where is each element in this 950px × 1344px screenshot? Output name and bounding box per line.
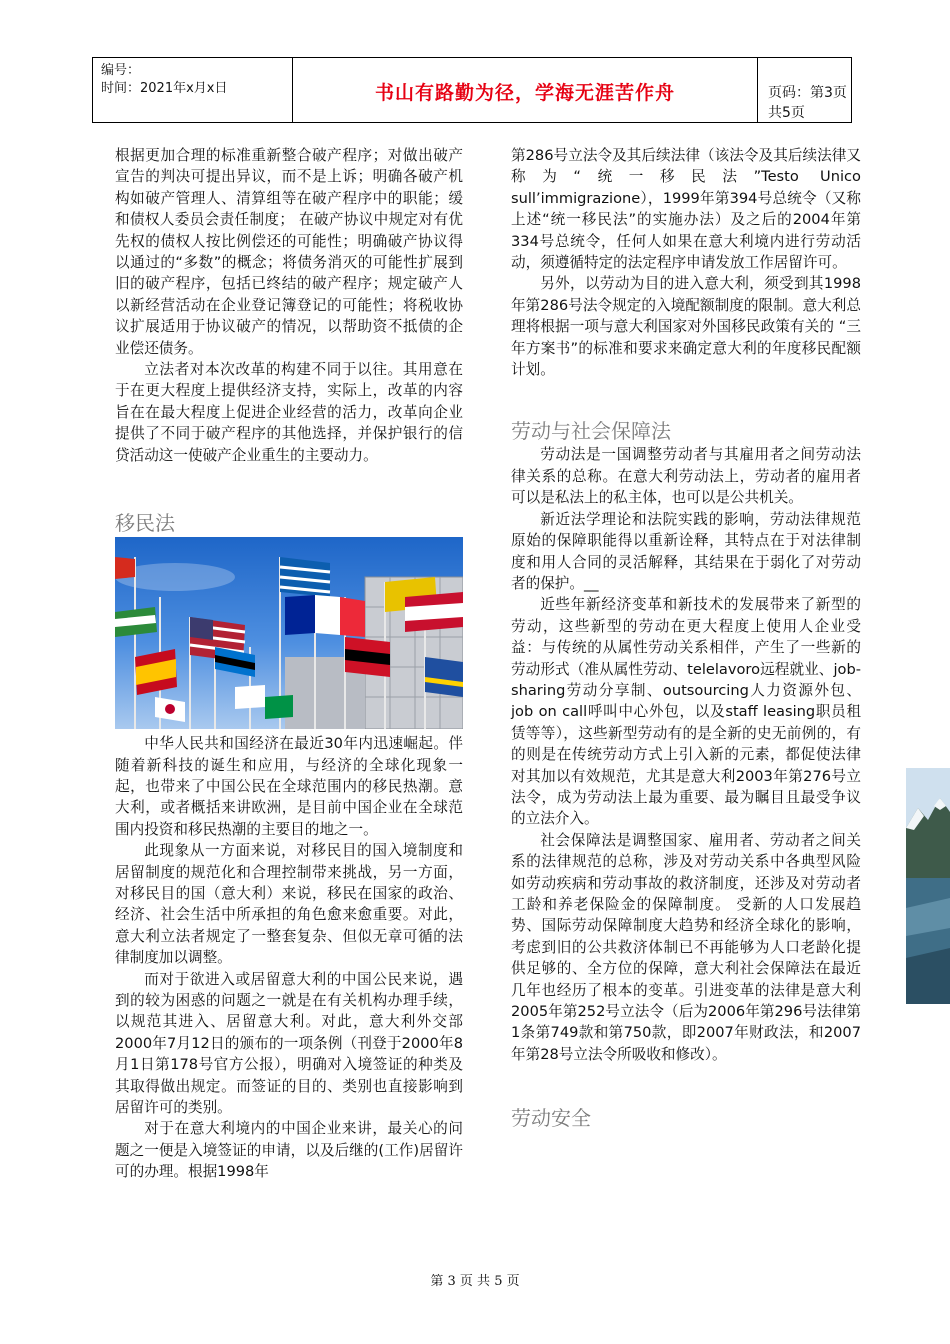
date-label: 时间：2021年x月x日 (101, 81, 228, 96)
paragraph: 中华人民共和国经济在最近30年内迅速崛起。伴随着新科技的诞生和应用，与经济的全球化现象一起，也带来了中国公民在全球范围内的移民热潮。意大利，或者概括来讲欧洲，是目前中国企业在全球范围内投资和移民热潮的主要目的地之一。 (115, 735, 463, 838)
paragraph: 另外，以劳动为目的进入意大利，须受到其1998年第286号法令规定的入境配额制度的限制。意大利总理将根据一项与意大利国家对外国移民政策有关的 “三年方案书”的标准和要求来确定意大利的年度移民配额计划。 (511, 275, 861, 379)
section-heading-labor: 劳动与社会保障法 (511, 419, 671, 444)
paragraph: 此现象从一方面来说，对移民目的国入境制度和居留制度的规范化和合理控制带来挑战，另一方面，对移民目的国（意大利）来说，移民在国家的政治、经济、社会生活中所承担的角色愈来愈重要。对此，意大利立法者规定了一整套复杂、但似无章可循的法律制度加以调整。 (115, 842, 463, 967)
motto: 书山有路勤为径，学海无涯苦作舟 (374, 82, 675, 104)
paragraph: 而对于欲进入或居留意大利的中国公民来说，遇到的较为困惑的问题之一就是在有关机构办理手续，以规范其进入、居留意大利。对此，意大利外交部2000年7月12日的颁布的一项条例（刊登于2000年8月1日第178号官方公报），明确对入境签证的种类及其取得做出规定。而签证的目的、类别也直接影响到居留许可的类别。 (115, 970, 463, 1116)
header-motto-cell (293, 58, 758, 122)
section-heading-immigration: 移民法 (115, 511, 175, 536)
right-column (511, 145, 861, 1131)
header-page-cell (758, 58, 851, 122)
flags-illustration (115, 537, 463, 729)
paragraph: 新近法学理论和法院实践的影响，劳动法律规范原始的保障职能得以重新诠释，其特点在于对法律制度和用人合同的灵活解释，其结果在于弱化了对劳动者的保护。__ (511, 510, 861, 592)
paragraph: 近些年新经济变革和新技术的发展带来了新型的劳动，这些新型的劳动在更大程度上使用人企业受益：与传统的从属性劳动关系相伴，产生了一些新的劳动形式（准从属性劳动、telelavoro远程就业、job-sharing劳动分享制、outsourcing人力资源外包、job on call呼叫中心外包，以及staff leasing职员租赁等等），这些新型劳动有的是全新的史无前例的，有的则是在传统劳动方式上引入新的元素，都促使法律对其加以有效规范，尤其是意大利2003年第276号立法令，成为劳动法上最为重要、最为瞩目且最受争议的立法介入。 (511, 596, 861, 828)
page-footer: 第 3 页 共 5 页 (430, 1274, 520, 1289)
paragraph: 对于在意大利境内的中国企业来讲，最关心的问题之一便是入境签证的申请，以及后继的(工作)居留许可的办理。根据1998年 (115, 1120, 463, 1181)
left-column (115, 145, 463, 1183)
flags-photo (115, 537, 463, 729)
page-header (92, 57, 852, 123)
paragraph: 立法者对本次改革的构建不同于以往。其用意在于在更大程度上提供经济支持，实际上，改革的内容旨在在最大程度上促进企业经营的活力，改革向企业提供了不同于破产程序的其他选择，并保护银行的信贷活动这一使破产企业重生的主要动力。 (115, 361, 463, 464)
landscape-illustration (906, 768, 950, 1004)
serial-label: 编号： (101, 63, 141, 78)
side-landscape-photo (906, 768, 950, 1004)
paragraph: 根据更加合理的标准重新整合破产程序；对做出破产宣告的判决可提出异议，而不是上诉；明确各破产机构如破产管理人、清算组等在破产程序中的职能；缓和债权人委员会责任制度； 在破产协议中规定对有优先权的债权人按比例偿还的可能性；明确破产协议得以通过的“多数”的概念；将债务消灭的可能性扩展到旧的破产程序，包括已终结的破产程序；规定破产人以新经营活动在企业登记簿登记的可能性；将税收协议扩展适用于协议破产的情况，以帮助资不抵债的企业偿还债务。 (115, 147, 463, 357)
section-heading-safety: 劳动安全 (511, 1106, 591, 1131)
paragraph: 劳动法是一国调整劳动者与其雇用者之间劳动法律关系的总称。在意大利劳动法上，劳动者的雇用者可以是私法上的私主体，也可以是公共机关。 (511, 446, 861, 507)
paragraph: 社会保障法是调整国家、雇用者、劳动者之间关系的法律规范的总称，涉及对劳动关系中各典型风险如劳动疾病和劳动事故的救济制度，还涉及对劳动者工龄和养老保险金的保障制度。 受新的人口发展趋势、国际劳动保障制度大趋势和经济全球化的影响，考虑到旧的公共救济体制已不再能够为人口老龄化提供足够的、全方位的保障，意大利社会保障法在最近几年也经历了根本的变革。引进变革的法律是意大利2005年第252号立法令（后为2006年第296号法律第1条第749款和第750款，即2007年财政法，和2007年第28号立法令所吸收和修改）。 (511, 831, 861, 1063)
header-meta-cell (93, 58, 293, 122)
page-label: 页码：第3页 共5页 (768, 85, 847, 121)
paragraph: 第286号立法令及其后续法律（该法令及其后续法律又称为“统一移民法”Testo Unico sull’immigrazione），1999年第394号总统令（又称上述“统一移民法”的实施办法）及之后的2004年第334号总统令，任何人如果在意大利境内进行劳动活动，须遵循特定的法定程序申请发放工作居留许可。 (511, 147, 861, 272)
